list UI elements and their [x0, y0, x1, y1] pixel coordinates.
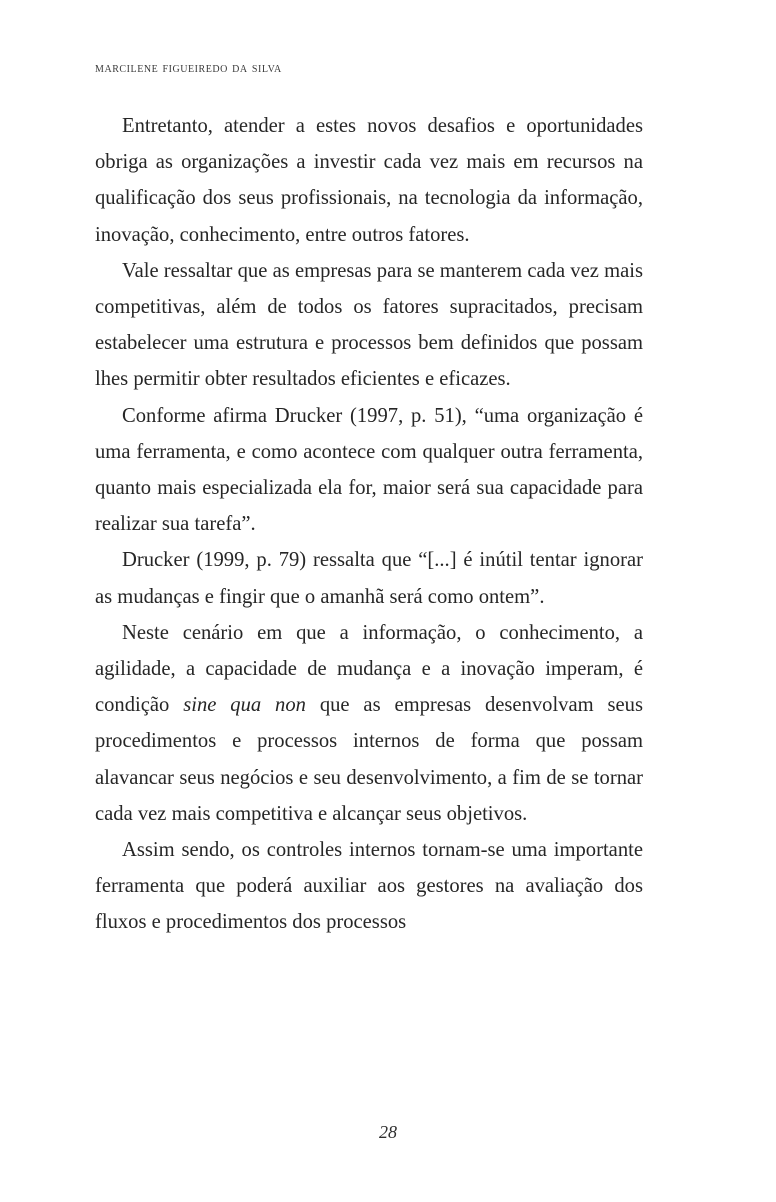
paragraph-1: Entretanto, atender a estes novos desafios e oportunidades obriga as organizações a investir cada vez mais em recursos na qualificação dos seus profissionais, na tecnologia da informação, inovação, conhecimento, entre outros fatores.: [95, 115, 643, 246]
paragraph-2: Vale ressaltar que as empresas para se manterem cada vez mais competitivas, além de todos os fatores supracitados, precisam estabelecer uma estrutura e processos bem definidos que possam lhes permitir obter resultados eficientes e eficazes.: [95, 259, 643, 391]
paragraph-5-text-before-latin-phrase: Neste cenário em que a informação, o conhecimento, a agilidade, a capacidade de mudança e a inovação imperam, é condição: [95, 621, 643, 717]
paragraph-4: Drucker (1999, p. 79) ressalta que “[...] é inútil tentar ignorar as mudanças e fingir que o amanhã será como ontem”.: [95, 549, 643, 608]
paragraph-6: Assim sendo, os controles internos tornam-se uma importante ferramenta que poderá auxiliar aos gestores na avaliação dos fluxos e procedimentos dos processos: [95, 839, 643, 934]
paragraph-5-text-after-latin-phrase: que as empresas desenvolvam seus procedimentos e processos internos de forma que possam alavancar seus negócios e seu desenvolvimento, a fim de se tornar cada vez mais competitiva e alcançar seus objetivos.: [95, 694, 643, 825]
paragraph-5: [95, 615, 643, 832]
page-number: 28: [379, 1122, 397, 1142]
latin-phrase-sine-qua-non: sine qua non: [183, 694, 306, 717]
running-head-author: marcilene figueiredo da silva: [95, 60, 282, 76]
body-text-block: [95, 108, 643, 941]
paragraph-3: Conforme afirma Drucker (1997, p. 51), “uma organização é uma ferramenta, e como acontece com qualquer outra ferramenta, quanto mais especializada ela for, maior será sua capacidade para realizar sua tarefa”.: [95, 404, 643, 536]
